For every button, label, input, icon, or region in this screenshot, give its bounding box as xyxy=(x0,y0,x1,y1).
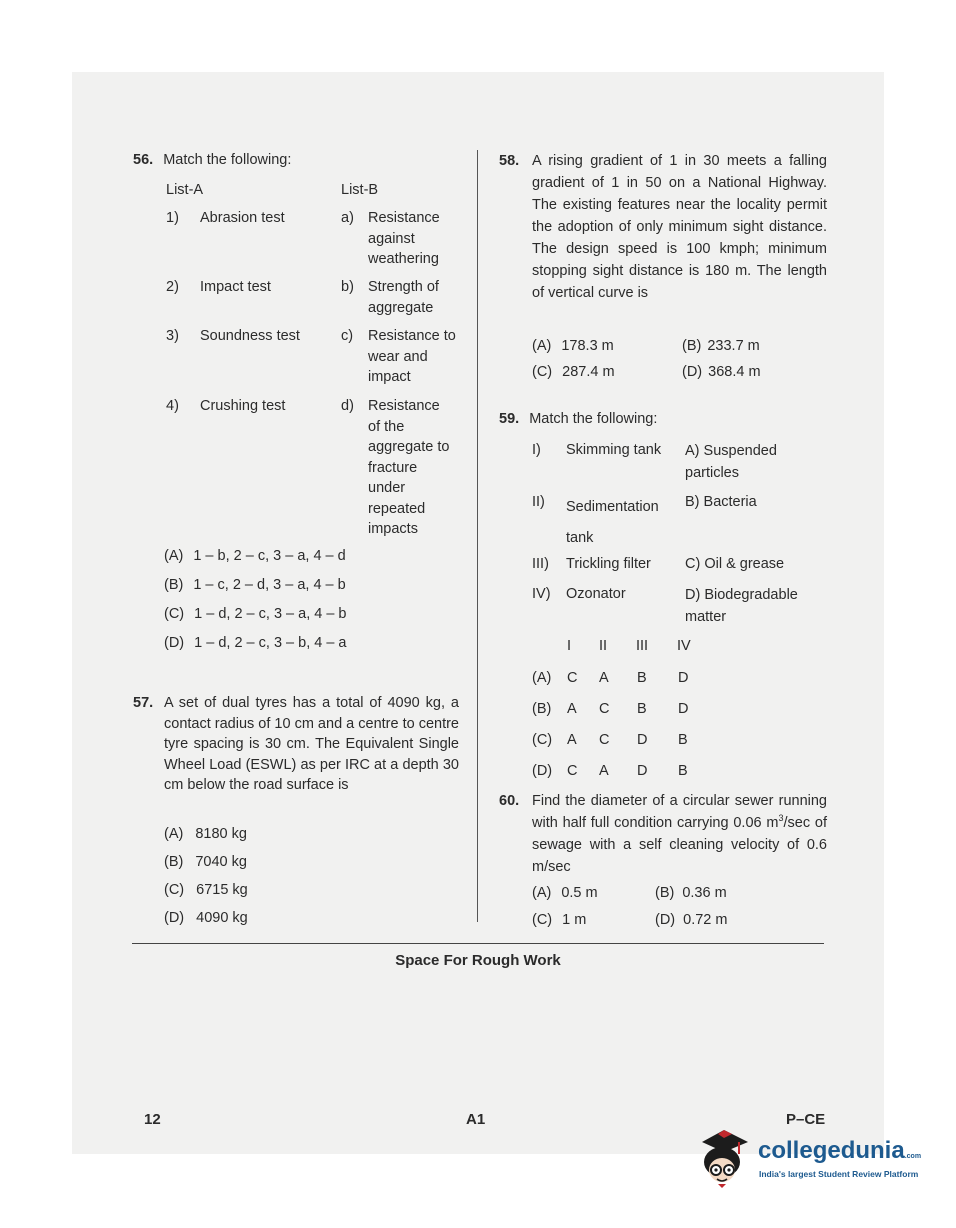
grid-cell: D xyxy=(637,732,648,748)
option-key: (C) xyxy=(532,364,553,380)
q58-option xyxy=(532,362,615,382)
logo-suffix: .com xyxy=(904,1153,922,1160)
q56-a-num: 1) xyxy=(166,210,179,226)
grid-cell: C xyxy=(599,701,610,717)
collegedunia-mascot-icon xyxy=(698,1128,752,1190)
column-divider xyxy=(477,150,478,922)
q56-option xyxy=(164,604,347,624)
q59-num: IV) xyxy=(532,586,551,602)
q59-num: II) xyxy=(532,494,545,510)
option-text: 0.36 m xyxy=(682,885,727,901)
booklet-code: A1 xyxy=(466,1111,486,1128)
page-number: 12 xyxy=(144,1111,161,1128)
q56-list-b-header: List-B xyxy=(341,182,379,198)
grid-header: IV xyxy=(677,638,691,654)
q58-option xyxy=(532,336,614,356)
q59-prompt: Match the following: xyxy=(529,411,658,427)
option-text: 6715 kg xyxy=(196,882,248,898)
grid-cell: C xyxy=(599,732,610,748)
q59-match: D) Biodegradable matter xyxy=(685,587,798,625)
grid-key: (C) xyxy=(532,732,553,748)
q59-match: A) Suspended particles xyxy=(685,443,777,481)
q59-match: B) Bacteria xyxy=(685,494,757,510)
q56-a-num: 2) xyxy=(166,279,179,295)
q59-item: Ozonator xyxy=(566,586,626,602)
q60-number: 60. xyxy=(499,793,520,809)
q60-option xyxy=(532,883,598,903)
q56-b-text: Resistance to wear and impact xyxy=(368,328,456,385)
subject-code: P–CE xyxy=(786,1111,826,1128)
q56-b-key: d) xyxy=(341,398,354,414)
q57-option xyxy=(164,824,247,844)
option-text: 1 – d, 2 – c, 3 – a, 4 – b xyxy=(194,606,347,622)
option-text: 4090 kg xyxy=(196,910,248,926)
collegedunia-logo xyxy=(758,1137,921,1171)
option-key: (B) xyxy=(164,854,184,870)
q58-number: 58. xyxy=(499,153,520,169)
q56-b-text: Resistance against weathering xyxy=(368,210,440,267)
option-text: 1 – c, 2 – d, 3 – a, 4 – b xyxy=(193,577,346,593)
option-text: 178.3 m xyxy=(561,338,614,354)
rough-work-label: Space For Rough Work xyxy=(395,952,561,969)
q56-option xyxy=(164,546,346,566)
q59-number: 59. xyxy=(499,411,520,427)
option-key: (D) xyxy=(682,364,703,380)
q56-a-num: 4) xyxy=(166,398,179,414)
grid-cell: C xyxy=(567,763,578,779)
option-text: 233.7 m xyxy=(707,338,760,354)
grid-cell: A xyxy=(599,763,609,779)
rough-work-divider xyxy=(132,943,824,944)
option-key: (B) xyxy=(682,338,702,354)
option-key: (B) xyxy=(164,577,184,593)
logo-name: collegedunia xyxy=(758,1137,905,1164)
option-key: (C) xyxy=(164,606,185,622)
q56-option xyxy=(164,633,347,653)
option-key: (C) xyxy=(164,882,185,898)
grid-cell: C xyxy=(567,670,578,686)
grid-key: (B) xyxy=(532,701,552,717)
option-key: (D) xyxy=(164,910,185,926)
grid-header: II xyxy=(599,638,608,654)
option-text: 287.4 m xyxy=(562,364,615,380)
q59-match: C) Oil & grease xyxy=(685,556,785,572)
q59-item: Trickling filter xyxy=(566,556,651,572)
option-key: (A) xyxy=(532,885,552,901)
grid-cell: A xyxy=(599,670,609,686)
q56-a-text: Impact test xyxy=(200,279,271,295)
option-key: (A) xyxy=(532,338,552,354)
grid-cell: B xyxy=(637,670,647,686)
q56-a-num: 3) xyxy=(166,328,179,344)
q57-option xyxy=(164,908,248,928)
grid-cell: A xyxy=(567,732,577,748)
q56-header xyxy=(133,150,291,171)
q56-b-key: a) xyxy=(341,210,354,226)
q56-a-text: Crushing test xyxy=(200,398,286,414)
q56-a-text: Soundness test xyxy=(200,328,300,344)
grid-cell: D xyxy=(637,763,648,779)
q56-prompt: Match the following: xyxy=(163,152,292,168)
q58-text: A rising gradient of 1 in 30 meets a falling gradient of 1 in 50 on a National Highway. The existing features near the locality permit the adoption of only minimum sight distance. The design speed is 100 kmph; minimum stopping sight distance is 180 m. The length of vertical curve is xyxy=(532,153,827,301)
option-text: 7040 kg xyxy=(195,854,247,870)
q56-b-text: Strength of aggregate xyxy=(368,279,439,316)
q56-option xyxy=(164,575,346,595)
grid-header: I xyxy=(567,638,572,654)
q60-text-after: /sec of sewage with a self cleaning velocity of 0.6 m/sec xyxy=(532,815,827,875)
option-key: (D) xyxy=(655,912,676,928)
q59-num: III) xyxy=(532,556,549,572)
q57-number: 57. xyxy=(133,695,154,711)
q58-option xyxy=(682,362,761,382)
option-text: 8180 kg xyxy=(195,826,247,842)
option-text: 1 m xyxy=(562,912,587,928)
q56-b-key: c) xyxy=(341,328,354,344)
grid-key: (A) xyxy=(532,670,552,686)
q56-list-a-header: List-A xyxy=(166,182,204,198)
q60-option xyxy=(532,910,586,930)
grid-cell: A xyxy=(567,701,577,717)
q56-b-key: b) xyxy=(341,279,354,295)
q56-number: 56. xyxy=(133,152,154,168)
q58-option xyxy=(682,336,760,356)
q57-option xyxy=(164,880,248,900)
logo-tagline: India's largest Student Review Platform xyxy=(759,1169,919,1179)
option-key: (B) xyxy=(655,885,675,901)
q59-item: Skimming tank xyxy=(566,442,662,458)
option-text: 1 – b, 2 – c, 3 – a, 4 – d xyxy=(193,548,346,564)
option-key: (C) xyxy=(532,912,553,928)
option-text: 368.4 m xyxy=(708,364,761,380)
option-text: 0.72 m xyxy=(683,912,728,928)
q57-text: A set of dual tyres has a total of 4090 kg, a contact radius of 10 cm and a centre to centre tyre spacing is 30 cm. The Equivalent Single Wheel Load (ESWL) as per IRC at a depth 30 cm below the road surface is xyxy=(164,695,459,793)
q56-a-text: Abrasion test xyxy=(200,210,285,226)
grid-cell: B xyxy=(678,763,688,779)
grid-header: III xyxy=(636,638,649,654)
q56-b-text: Resistance of the aggregate to fracture under repeated impacts xyxy=(368,398,450,537)
option-key: (A) xyxy=(164,826,184,842)
q60-option xyxy=(655,883,727,903)
grid-cell: B xyxy=(637,701,647,717)
q59-item: Sedimentation tank xyxy=(566,499,659,546)
option-key: (A) xyxy=(164,548,184,564)
option-text: 1 – d, 2 – c, 3 – b, 4 – a xyxy=(194,635,347,651)
q57-option xyxy=(164,852,247,872)
grid-cell: D xyxy=(678,701,689,717)
option-text: 0.5 m xyxy=(561,885,598,901)
q59-header xyxy=(499,409,657,430)
q60-text-before: Find the diameter of a circular sewer running with half full condition carrying 0.06 m xyxy=(532,793,827,831)
q59-num: I) xyxy=(532,442,541,458)
grid-key: (D) xyxy=(532,763,553,779)
option-key: (D) xyxy=(164,635,185,651)
q60-superscript: 3 xyxy=(778,813,784,824)
grid-cell: D xyxy=(678,670,689,686)
grid-cell: B xyxy=(678,732,688,748)
q60-option xyxy=(655,910,727,930)
q60-text xyxy=(532,790,827,878)
